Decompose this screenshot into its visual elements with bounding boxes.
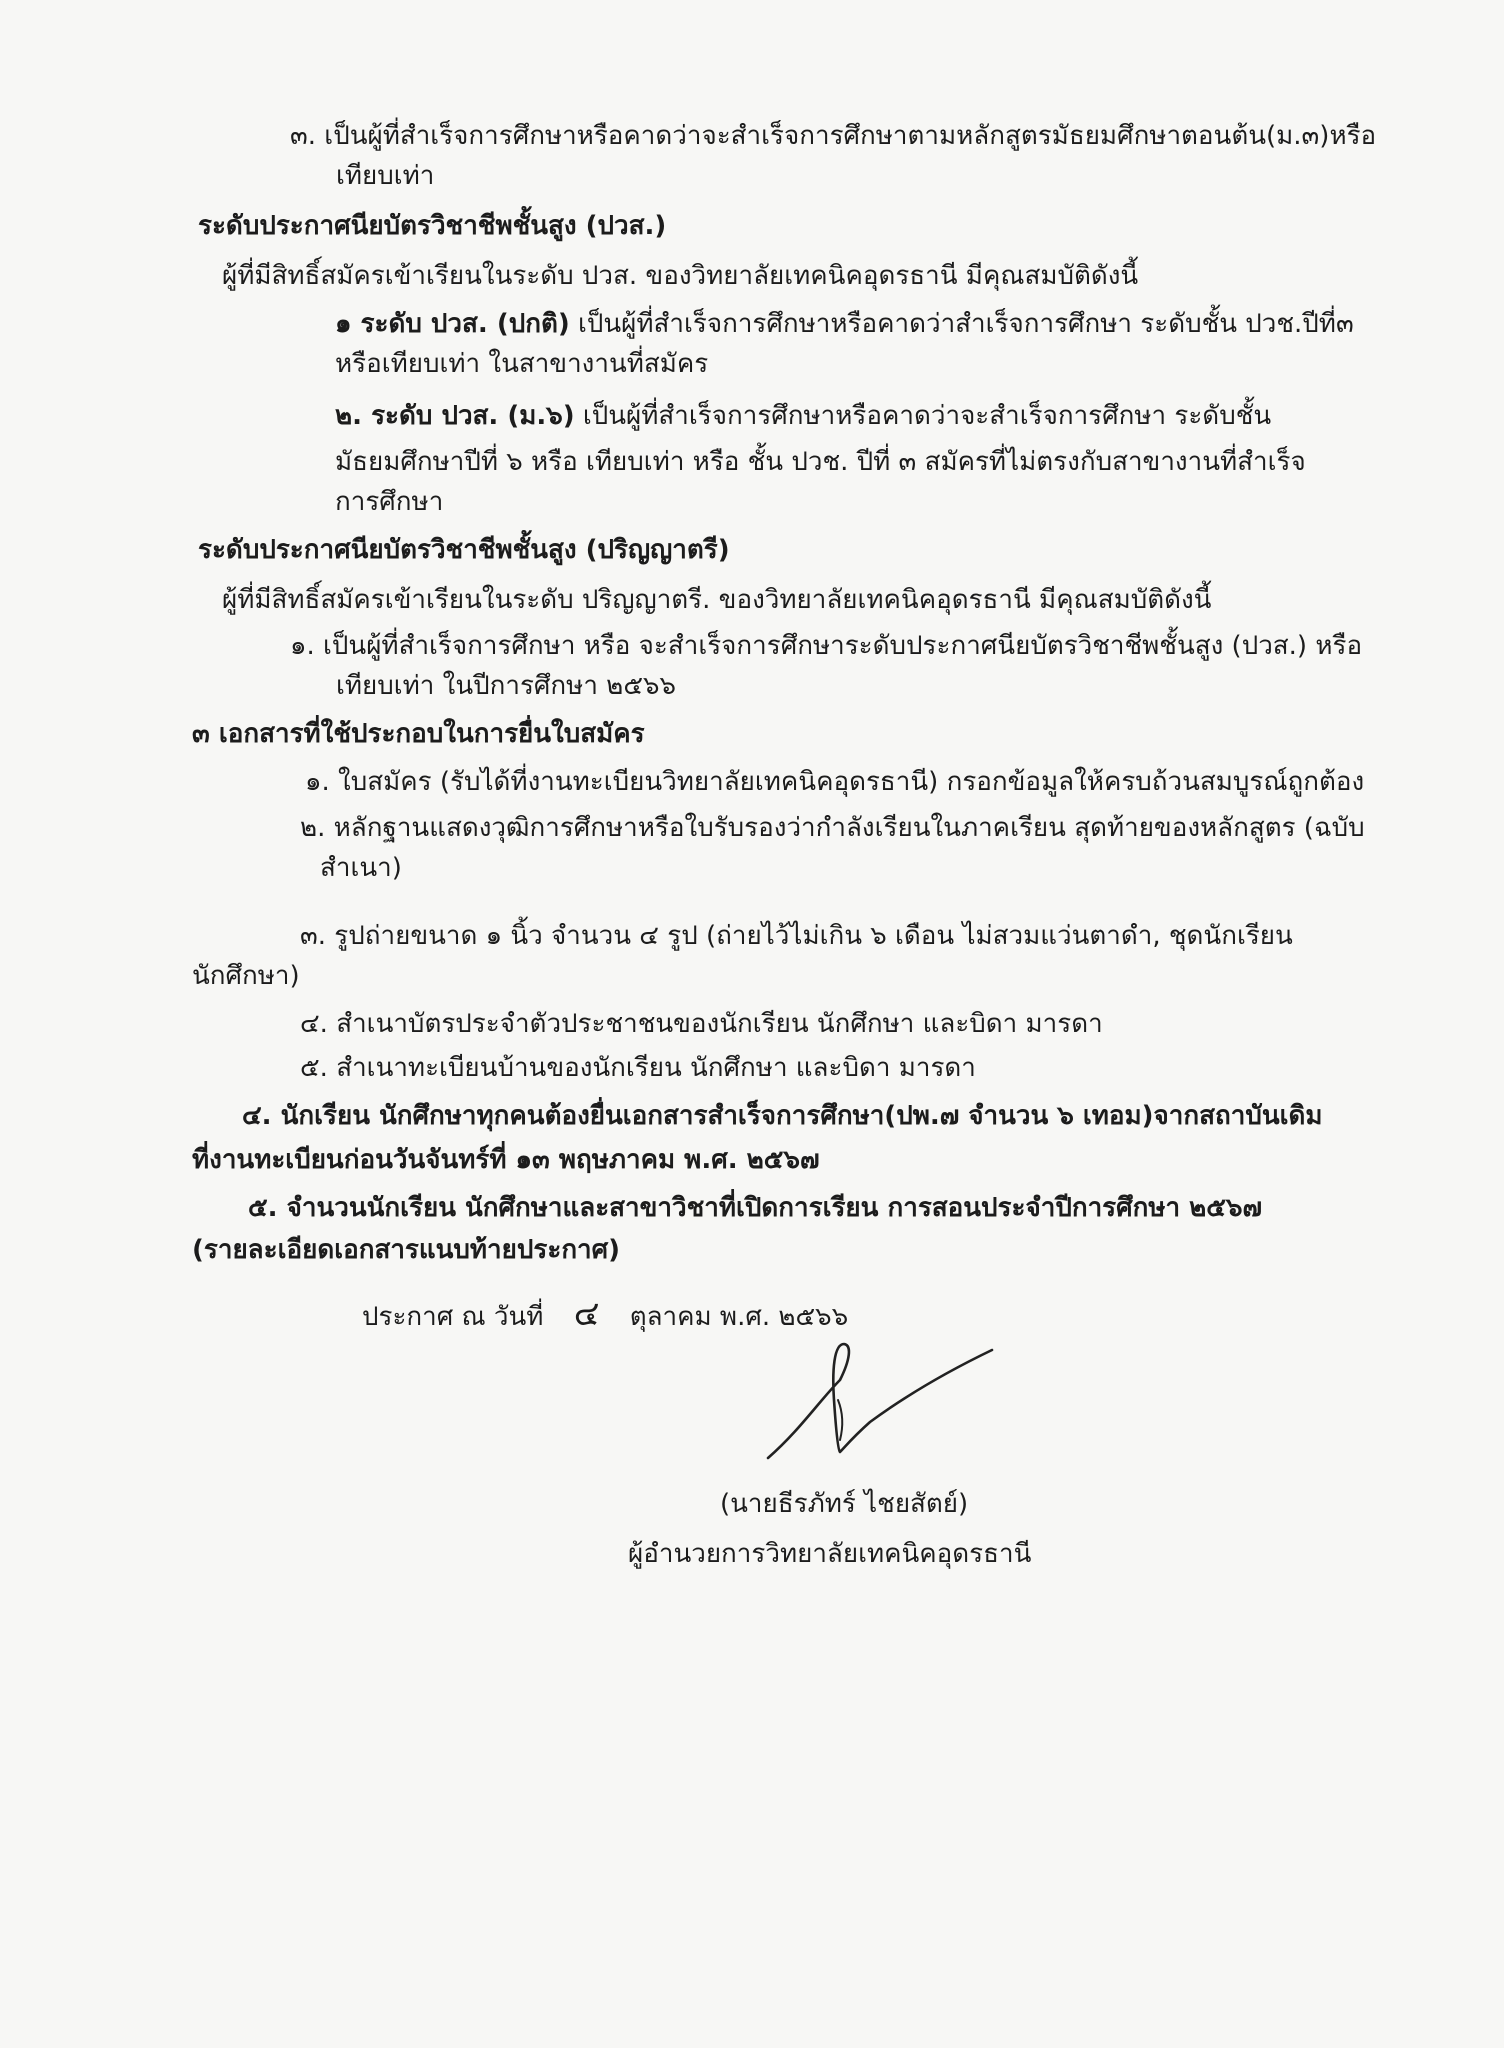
pvs-intro: ผู้ที่มีสิทธิ์สมัครเข้าเรียนในระดับ ปวส. ของวิทยาลัยเทคนิคอุดรธานี มีคุณสมบัติดังนี้ xyxy=(222,261,1139,291)
docs-item3-line2: นักศึกษา) xyxy=(192,961,300,991)
bachelor-heading: ระดับประกาศนียบัตรวิชาชีพชั้นสูง (ปริญญาตรี) xyxy=(198,535,730,565)
announce-prefix: ประกาศ ณ วันที่ xyxy=(362,1302,544,1332)
announce-day: ๔ xyxy=(573,1294,600,1334)
signatory-title: ผู้อำนวยการวิทยาลัยเทคนิคอุดรธานี xyxy=(628,1539,1032,1569)
section4-line1: ๔. นักเรียน นักศึกษาทุกคนต้องยื่นเอกสารสำเร็จการศึกษา(ปพ.๗ จำนวน ๖ เทอม)จากสถาบันเดิม xyxy=(242,1101,1323,1131)
pvs-item2-text: เป็นผู้ที่สำเร็จการศึกษาหรือคาดว่าจะสำเร็จการศึกษา ระดับชั้น xyxy=(582,401,1272,431)
section5-line1: ๕. จำนวนนักเรียน นักศึกษาและสาขาวิชาที่เปิดการเรียน การสอนประจำปีการศึกษา ๒๕๖๗ xyxy=(248,1193,1263,1223)
bachelor-item1-line2: เทียบเท่า ในปีการศึกษา ๒๕๖๖ xyxy=(336,671,677,701)
pvs-item2-label: ๒. ระดับ ปวส. (ม.๖) xyxy=(335,401,575,431)
docs-item5: ๕. สำเนาทะเบียนบ้านของนักเรียน นักศึกษา และบิดา มารดา xyxy=(300,1053,976,1083)
pvs-item2-line1 xyxy=(335,398,1271,434)
docs-item2-line1: ๒. หลักฐานแสดงวุฒิการศึกษาหรือใบรับรองว่ากำลังเรียนในภาคเรียน สุดท้ายของหลักสูตร (ฉบับ xyxy=(300,813,1365,843)
pvs-item1-label: ๑ ระดับ ปวส. (ปกติ) xyxy=(335,309,570,339)
docs-item4: ๔. สำเนาบัตรประจำตัวประชาชนของนักเรียน นักศึกษา และบิดา มารดา xyxy=(300,1009,1103,1039)
section5-line2: (รายละเอียดเอกสารแนบท้ายประกาศ) xyxy=(192,1235,621,1265)
signatory-name: (นายธีรภัทร์ ไชยสัตย์) xyxy=(720,1489,969,1519)
announce-line xyxy=(362,1296,848,1335)
docs-heading: ๓ เอกสารที่ใช้ประกอบในการยื่นใบสมัคร xyxy=(192,719,645,749)
entry-item3-line1: ๓. เป็นผู้ที่สำเร็จการศึกษาหรือคาดว่าจะสำเร็จการศึกษาตามหลักสูตรมัธยมศึกษาตอนต้น(ม.๓)หรือ xyxy=(290,121,1377,151)
signature-icon xyxy=(760,1340,1000,1470)
docs-item3-line1: ๓. รูปถ่ายขนาด ๑ นิ้ว จำนวน ๔ รูป (ถ่ายไว้ไม่เกิน ๖ เดือน ไม่สวมแว่นตาดำ, ชุดนักเรียน xyxy=(300,921,1293,951)
pvs-item1-line2: หรือเทียบเท่า ในสาขางานที่สมัคร xyxy=(335,349,709,379)
docs-item1: ๑. ใบสมัคร (รับได้ที่งานทะเบียนวิทยาลัยเทคนิคอุดรธานี) กรอกข้อมูลให้ครบถ้วนสมบูรณ์ถูกต้อง xyxy=(305,767,1365,797)
pvs-item2-line3: การศึกษา xyxy=(335,487,444,517)
announce-month-year: ตุลาคม พ.ศ. ๒๕๖๖ xyxy=(629,1302,849,1332)
pvs-heading: ระดับประกาศนียบัตรวิชาชีพชั้นสูง (ปวส.) xyxy=(198,211,667,241)
bachelor-intro: ผู้ที่มีสิทธิ์สมัครเข้าเรียนในระดับ ปริญญาตรี. ของวิทยาลัยเทคนิคอุดรธานี มีคุณสมบัติดังนี้ xyxy=(222,585,1212,615)
pvs-item1-text: เป็นผู้ที่สำเร็จการศึกษาหรือคาดว่าสำเร็จการศึกษา ระดับชั้น ปวช.ปีที่๓ xyxy=(578,309,1354,339)
docs-item2-line2: สำเนา) xyxy=(320,853,402,883)
entry-item3-line2: เทียบเท่า xyxy=(336,161,435,191)
bachelor-item1-line1: ๑. เป็นผู้ที่สำเร็จการศึกษา หรือ จะสำเร็จการศึกษาระดับประกาศนียบัตรวิชาชีพชั้นสูง (ปวส.) หรือ xyxy=(290,631,1363,661)
section4-line2: ที่งานทะเบียนก่อนวันจันทร์ที่ ๑๓ พฤษภาคม พ.ศ. ๒๕๖๗ xyxy=(192,1145,820,1175)
pvs-item2-line2: มัธยมศึกษาปีที่ ๖ หรือ เทียบเท่า หรือ ชั้น ปวช. ปีที่ ๓ สมัครที่ไม่ตรงกับสาขางานที่สำเร็จ xyxy=(335,447,1306,477)
pvs-item1-line1 xyxy=(335,306,1354,342)
